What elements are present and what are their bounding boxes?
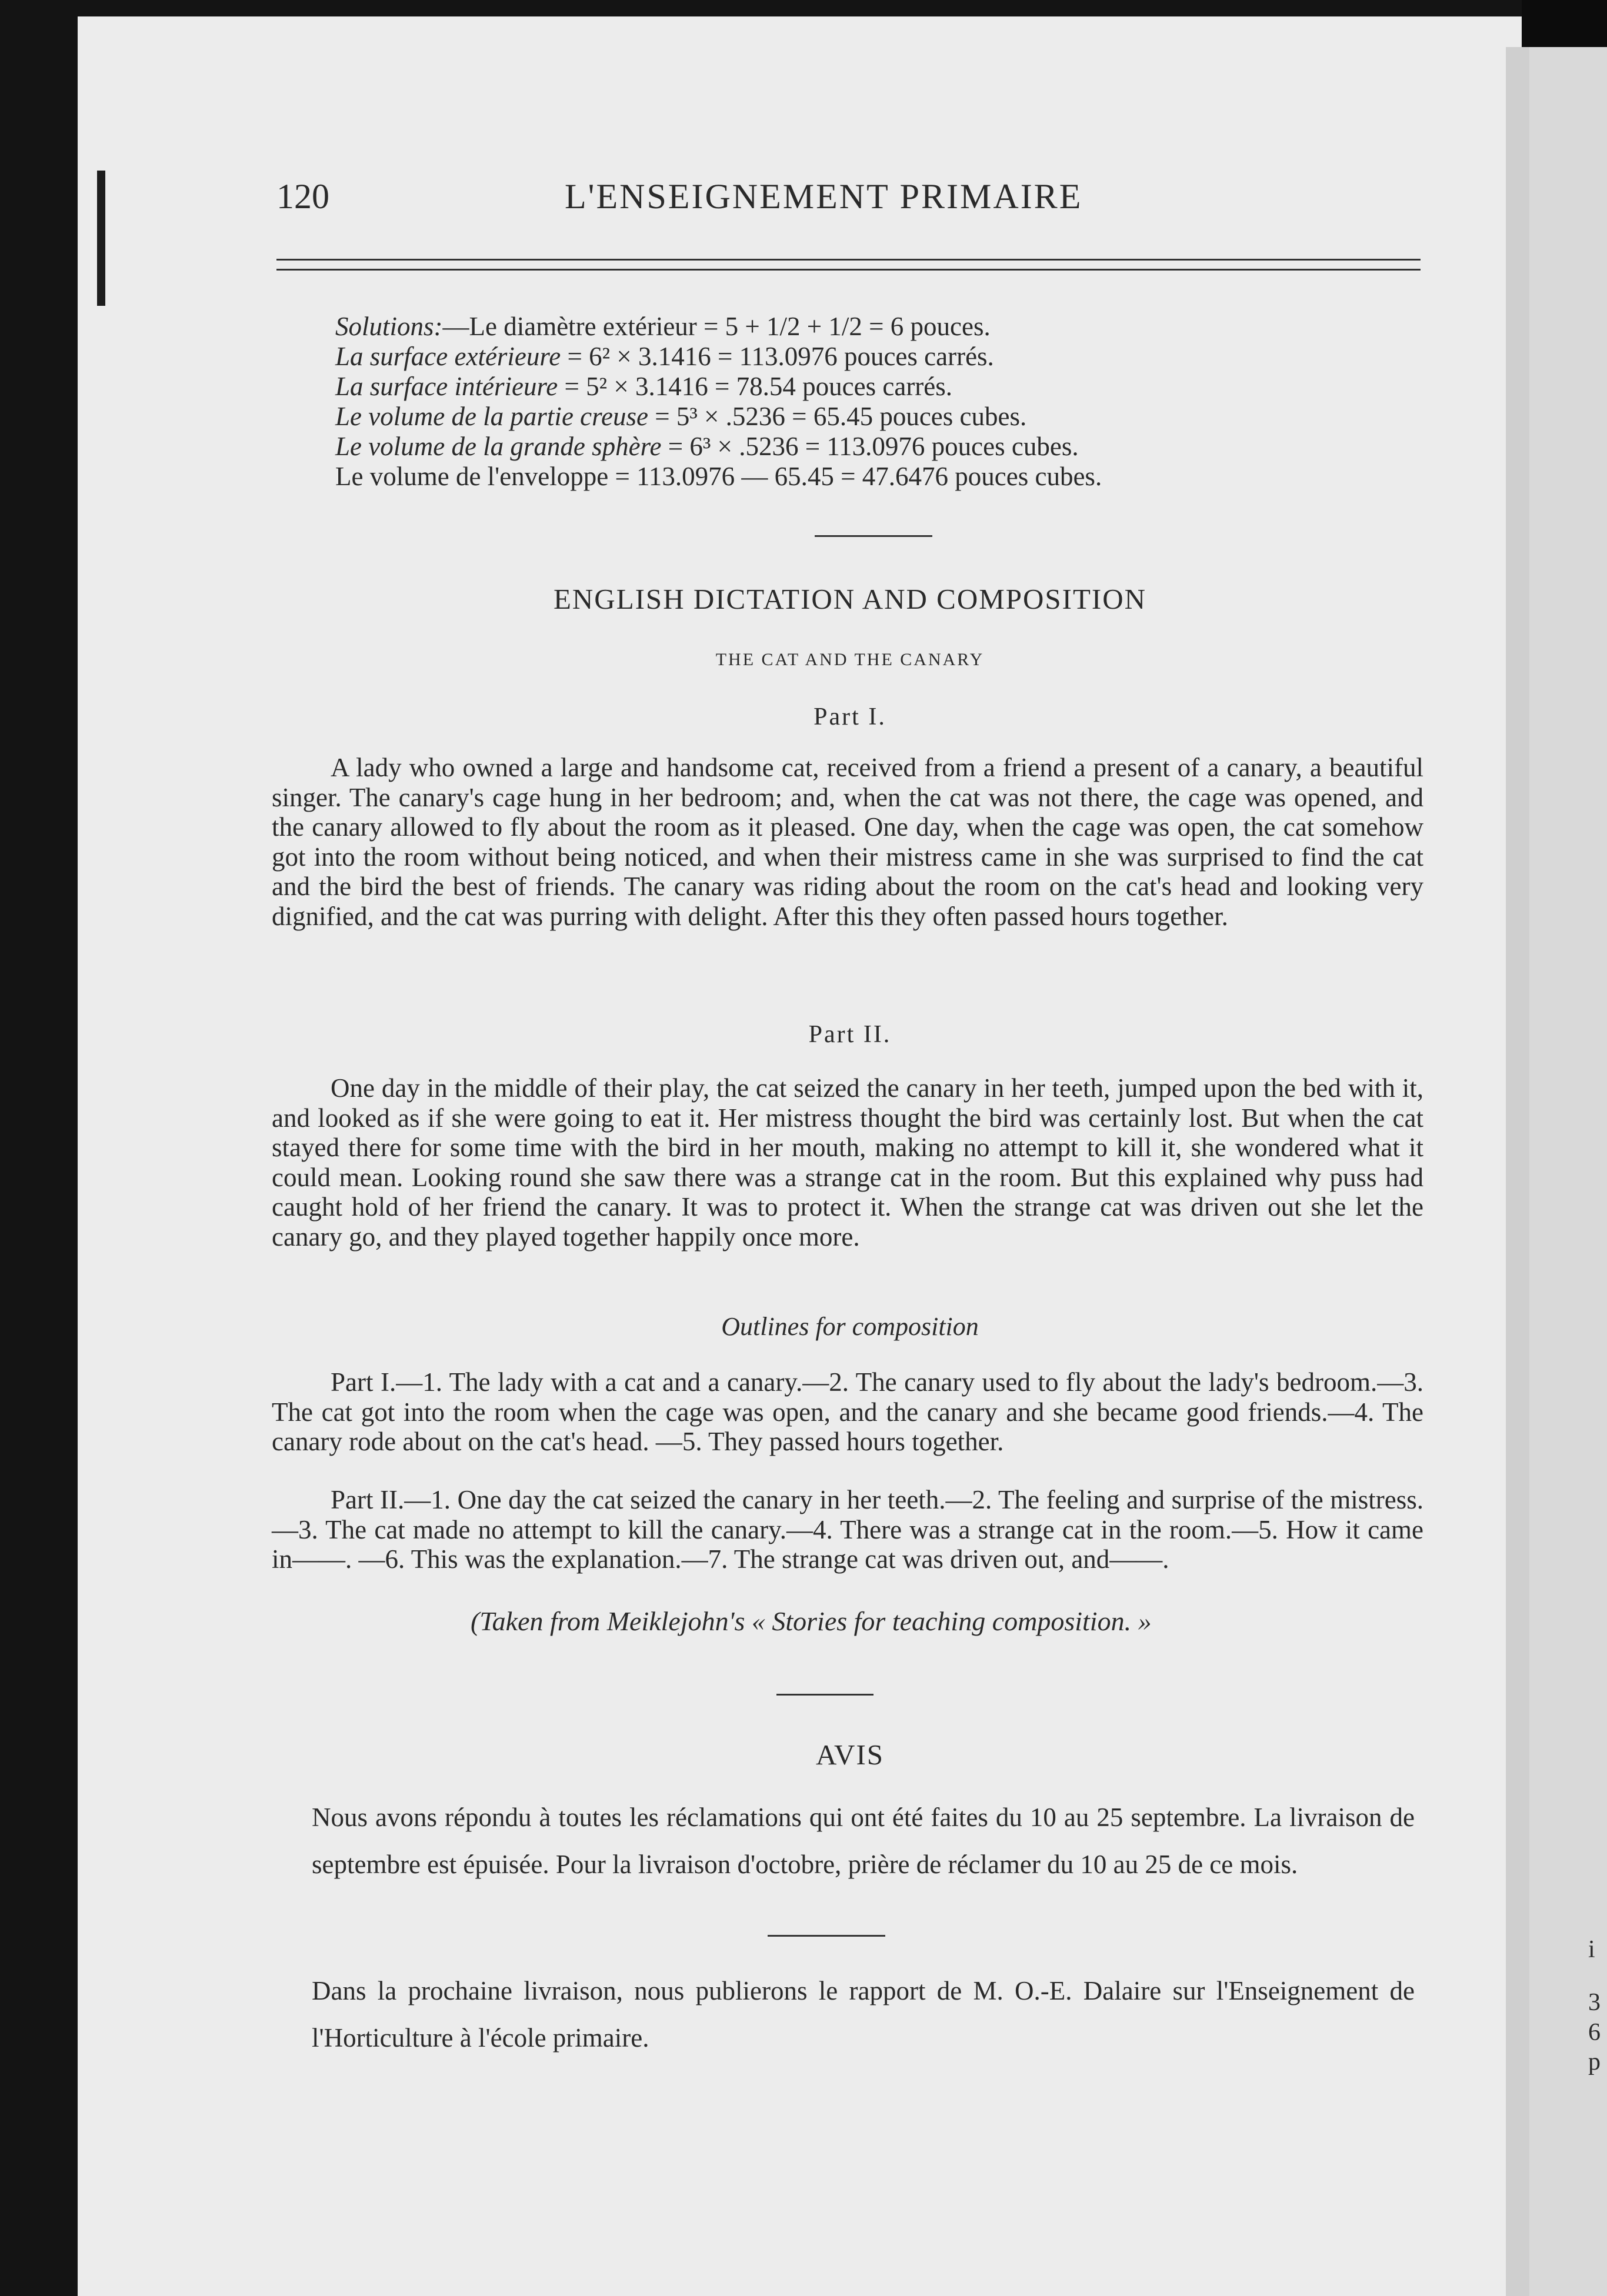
adjacent-char: 6 bbox=[1588, 2018, 1601, 2046]
story-title: THE CAT AND THE CANARY bbox=[715, 650, 985, 669]
section-divider bbox=[815, 535, 932, 537]
outline-part1: Part I.—1. The lady with a cat and a canary.—2. The canary used to fly about the lady's bedroom.—3. The cat got into the room when the cage was open, and the canary and she became good friends.—4. The canary rode about on the cat's head. —5. They passed hours together. bbox=[272, 1367, 1423, 1456]
adjacent-char: i bbox=[1588, 1936, 1595, 1963]
running-title: L'ENSEIGNEMENT PRIMAIRE bbox=[565, 177, 1083, 216]
page-header bbox=[276, 176, 1423, 223]
solution-line: Solutions:—Le diamètre extérieur = 5 + 1/2 + 1/2 = 6 pouces. bbox=[335, 312, 991, 341]
avis-paragraph: Nous avons répondu à toutes les réclamations qui ont été faites du 10 au 25 septembre. La livraison de septembre est épuisée. Pour la livraison d'octobre, prière de réclamer du 10 au 25 de ce mois. bbox=[312, 1803, 1415, 1879]
source-citation: (Taken from Meiklejohn's « Stories for teaching composition. » bbox=[471, 1606, 1152, 1636]
part1-paragraph: A lady who owned a large and handsome cat, received from a friend a present of a canary, a beautiful singer. The canary's cage hung in her bedroom; and, when the cat was not there, the cage was opened, and the canary allowed to fly about the room as it pleased. One day, when the cage was open, the cat somehow got into the room without being noticed, and when their mistress came in she was surprised to find the cat and the bird the best of friends. The canary was riding about the room on the cat's head and looking very dignified, and the cat was purring with delight. After this they often passed hours together. bbox=[272, 753, 1423, 931]
binding-shadow bbox=[97, 171, 105, 306]
adjacent-char: 3 bbox=[1588, 1989, 1601, 2017]
page-edge-shadow bbox=[1506, 47, 1529, 2296]
part-heading: Part II. bbox=[808, 1021, 892, 1048]
solution-line: La surface intérieure = 5² × 3.1416 = 78.54 pouces carrés. bbox=[335, 372, 953, 401]
avis-title: AVIS bbox=[815, 1738, 885, 1771]
part-heading: Part I. bbox=[813, 703, 886, 730]
outline-part2: Part II.—1. One day the cat seized the canary in her teeth.—2. The feeling and surprise of the mistress.—3. The cat made no attempt to kill the canary.—4. There was a strange cat in the room.—5. How it came in——. —6. This was the explanation.—7. The strange cat was driven out, and——. bbox=[272, 1485, 1423, 1574]
solution-line: Le volume de l'enveloppe = 113.0976 — 65.45 = 47.6476 pouces cubes. bbox=[335, 462, 1102, 491]
adjacent-page-text bbox=[1588, 1935, 1607, 2077]
part2-paragraph: One day in the middle of their play, the cat seized the canary in her teeth, jumped upon the bed with it, and looked as if she were going to eat it. Her mistress thought the bird was certainly lost. But when the cat stayed there for some time with the bird in her mouth, making no attempt to kill it, she wondered what it could mean. Looking round she saw there was a strange cat in the room. But this explained why puss had caught hold of her friend the canary. It was to protect it. When the strange cat was driven out she let the canary go, and they played together happily once more. bbox=[272, 1073, 1423, 1252]
solutions-block bbox=[335, 312, 1482, 492]
section-divider bbox=[776, 1694, 873, 1696]
solution-line: La surface extérieure = 6² × 3.1416 = 113.0976 pouces carrés. bbox=[335, 342, 994, 371]
outlines-heading: Outlines for composition bbox=[721, 1312, 979, 1341]
notice-paragraph: Dans la prochaine livraison, nous publierons le rapport de M. O.-E. Dalaire sur l'Enseignement de l'Horticulture à l'école primaire. bbox=[312, 1976, 1415, 2053]
solution-line: Le volume de la partie creuse = 5³ × .5236 = 65.45 pouces cubes. bbox=[335, 402, 1027, 431]
solution-line: Le volume de la grande sphère = 6³ × .5236 = 113.0976 pouces cubes. bbox=[335, 432, 1079, 461]
page-number: 120 bbox=[276, 177, 329, 216]
section-divider bbox=[768, 1935, 885, 1937]
header-double-rule bbox=[276, 259, 1421, 271]
adjacent-char: p bbox=[1588, 2048, 1601, 2076]
section-title: ENGLISH DICTATION AND COMPOSITION bbox=[553, 583, 1147, 615]
